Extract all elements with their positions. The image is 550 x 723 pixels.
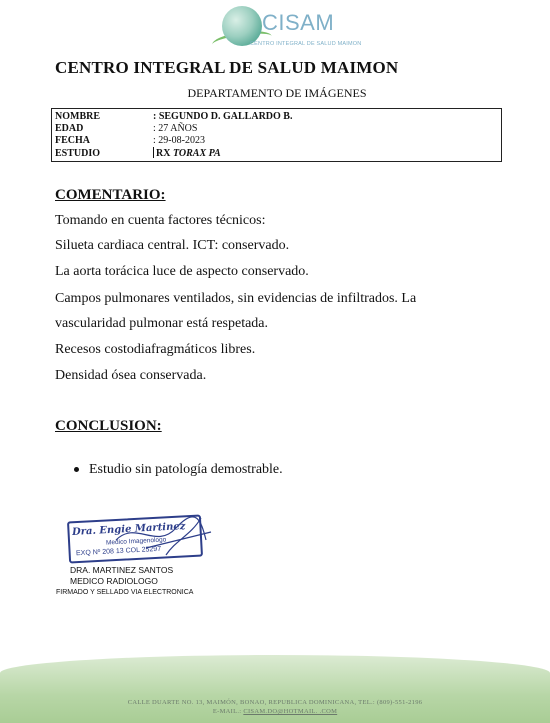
comment-line: vascularidad pulmonar está respetada. xyxy=(55,316,269,331)
footer-email-line xyxy=(0,708,550,715)
field-value: : SEGUNDO D. GALLARDO B. xyxy=(153,111,293,122)
field-value: : 29-08-2023 xyxy=(153,135,205,146)
field-value-italic: TORAX PA xyxy=(172,148,221,159)
comment-line: La aorta torácica luce de aspecto conservado. xyxy=(55,264,309,279)
footer-address: CALLE DUARTE NO. 13, MAIMÓN, BONAO, REPUBLICA DOMINICANA, TEL.: (809)-551-2196 xyxy=(127,699,423,706)
signature-scribble-icon xyxy=(106,510,216,562)
conclusion-heading: CONCLUSION: xyxy=(55,418,162,434)
patient-info-box xyxy=(51,108,502,162)
comment-line: Densidad ósea conservada. xyxy=(55,368,207,383)
field-label: EDAD xyxy=(55,123,84,134)
field-value: : 27 AÑOS xyxy=(153,123,198,134)
logo-brand: CISAM xyxy=(262,10,335,35)
field-label: NOMBRE xyxy=(55,111,100,122)
doctor-stamp xyxy=(66,514,216,564)
signer-title: MEDICO RADIOLOGO xyxy=(70,576,158,586)
field-label: FECHA xyxy=(55,135,90,146)
bullet-icon xyxy=(74,467,79,472)
footer-email-link[interactable]: CISAM.DO@HOTMAIL. .COM xyxy=(243,708,338,715)
signed-note: FIRMADO Y SELLADO VIA ELECTRONICA xyxy=(56,589,194,596)
logo-subtitle: CENTRO INTEGRAL DE SALUD MAIMON xyxy=(250,41,362,47)
patient-row-study xyxy=(55,147,221,159)
signer-name: DRA. MARTINEZ SANTOS xyxy=(70,565,174,575)
comment-line: Silueta cardiaca central. ICT: conservado. xyxy=(55,238,290,253)
department-title: DEPARTAMENTO DE IMÁGENES xyxy=(187,86,367,100)
comment-line: Recesos costodiafragmáticos libres. xyxy=(55,342,256,357)
comment-heading: COMENTARIO: xyxy=(55,187,166,203)
stamp-exequatur: EXQ Nº 208 13 COL 25297 xyxy=(75,545,162,558)
field-label: ESTUDIO xyxy=(55,148,101,159)
organization-title: CENTRO INTEGRAL DE SALUD MAIMON xyxy=(55,58,399,77)
stamp-name: Dra. Engie Martinez xyxy=(71,521,186,538)
footer-email-label: E-MAIL.: xyxy=(212,708,244,715)
stamp-role: Medico Imagenologo xyxy=(105,536,167,547)
conclusion-item: Estudio sin patología demostrable. xyxy=(89,462,283,477)
text-cursor xyxy=(153,147,154,158)
comment-line: Campos pulmonares ventilados, sin evidencias de infiltrados. La xyxy=(55,291,417,306)
cisam-logo xyxy=(212,4,362,54)
patient-row-date xyxy=(55,135,205,147)
globe-icon xyxy=(222,6,262,46)
patient-row-age xyxy=(55,123,197,135)
patient-row-name xyxy=(55,111,292,123)
field-value-prefix: RX xyxy=(156,148,171,159)
comment-line: Tomando en cuenta factores técnicos: xyxy=(55,213,266,228)
